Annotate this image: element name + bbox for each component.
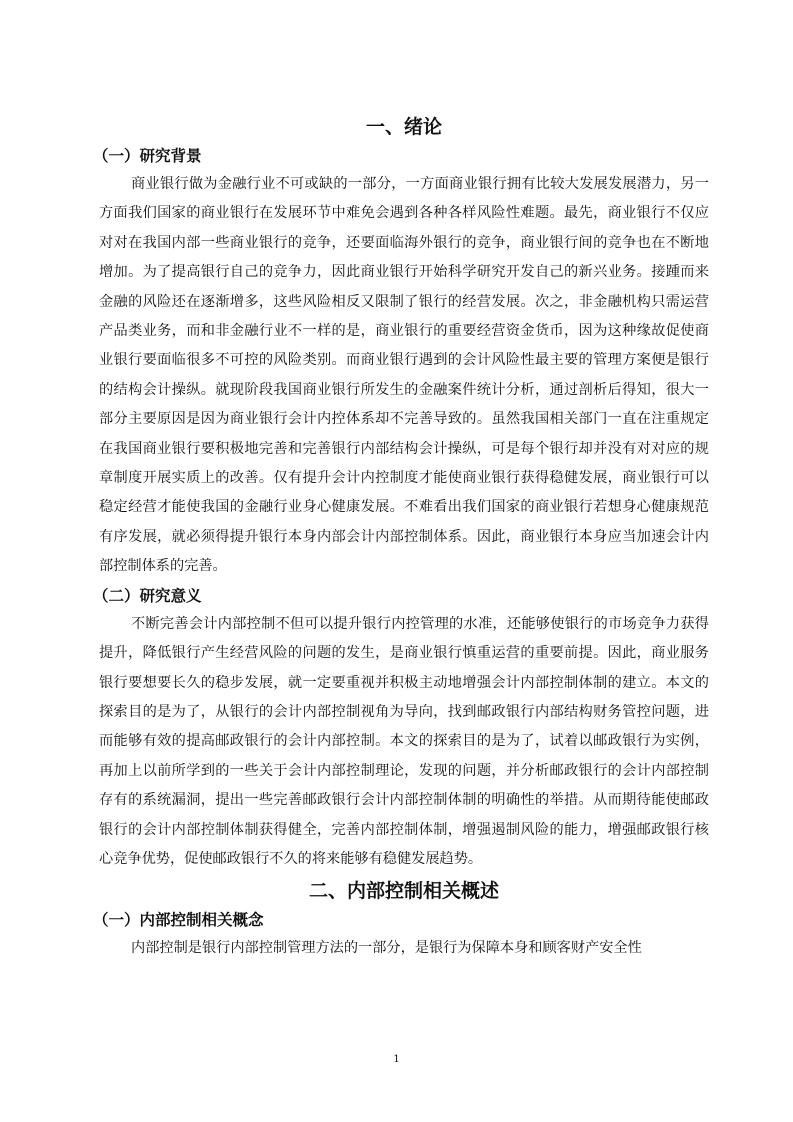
page-content xyxy=(93,112,709,964)
chapter-1-title: 一、绪论 xyxy=(365,116,442,138)
section-2-1-title: （一）内部控制相关概念 xyxy=(93,911,264,930)
section-2-1-paragraph: 内部控制是银行内部控制管理方法的一部分，是银行为保障本身和顾客财产安全性 xyxy=(131,940,642,957)
chapter-2-title: 二、内部控制相关概述 xyxy=(308,880,499,903)
page-number: 1 xyxy=(393,1054,400,1065)
section-1-1-title: （一）研究背景 xyxy=(93,147,202,165)
section-1-2-title: （二）研究意义 xyxy=(93,586,202,605)
section-1-2-paragraph: 不断完善会计内部控制不但可以提升银行内控管理的水准，还能够使银行的市场竞争力获得提升，降低银行产生经营风险的问题的发生，是商业银行慎重运营的重要前提。因此，商业服务银行要想要长久的稳步发展，就一定要重视并积极主动地增强会计内部控制体制的建立。本文的探索目的是为了，从银行的会计内部控制视角为导向，找到邮政银行内部结构财务管控问题，进而能够有效的提高邮政银行的会计内部控制。本文的探索目的是为了，试着以邮政银行为实例，再加上以前所学到的一些关于会计内部控制理论，发现的问题，并分析邮政银行的会计内部控制存有的系统漏洞，提出一些完善邮政银行会计内部控制体制的明确性的举措。从而期待能使邮政银行的会计内部控制体制获得健全，完善内部控制体制，增强遏制风险的能力，增强邮政银行核心竞争优势，促使邮政银行不久的将来能够有稳健发展趋势。 xyxy=(99,615,709,867)
section-1-1-paragraph: 商业银行做为金融行业不可或缺的一部分，一方面商业银行拥有比较大发展发展潜力，另一方面我们国家的商业银行在发展环节中难免会遇到各种各样风险性难题。最先，商业银行不仅应对对在我国内部一些商业银行的竞争，还要面临海外银行的竞争，商业银行间的竞争也在不断地增加。为了提高银行自己的竞争力，因此商业银行开始科学研究开发自己的新兴业务。接踵而来金融的风险还在逐渐增多，这些风险相反又限制了银行的经营发展。次之，非金融机构只需运营产品类业务，而和非金融行业不一样的是，商业银行的重要经营资金货币，因为这种缘故促使商业银行要面临很多不可控的风险类别。而商业银行遇到的会计风险性最主要的管理方案便是银行的结构会计操纵。就现阶段我国商业银行所发生的金融案件统计分析，通过剖析后得知，很大一部分主要原因是因为商业银行会计内控体系却不完善导致的。虽然我国相关部门一直在注重规定在我国商业银行要积极地完善和完善银行内部结构会计操纵，可是每个银行却并没有对对应的规章制度开展实质上的改善。仅有提升会计内控制度才能使商业银行获得稳健发展，商业银行可以稳定经营才能使我国的金融行业身心健康发展。不难看出我们国家的商业银行若想身心健康规范有序发展，就必须得提升银行本身内部会计内部控制体系。因此，商业银行本身应当加速会计内部控制体系的完善。 xyxy=(99,176,709,575)
